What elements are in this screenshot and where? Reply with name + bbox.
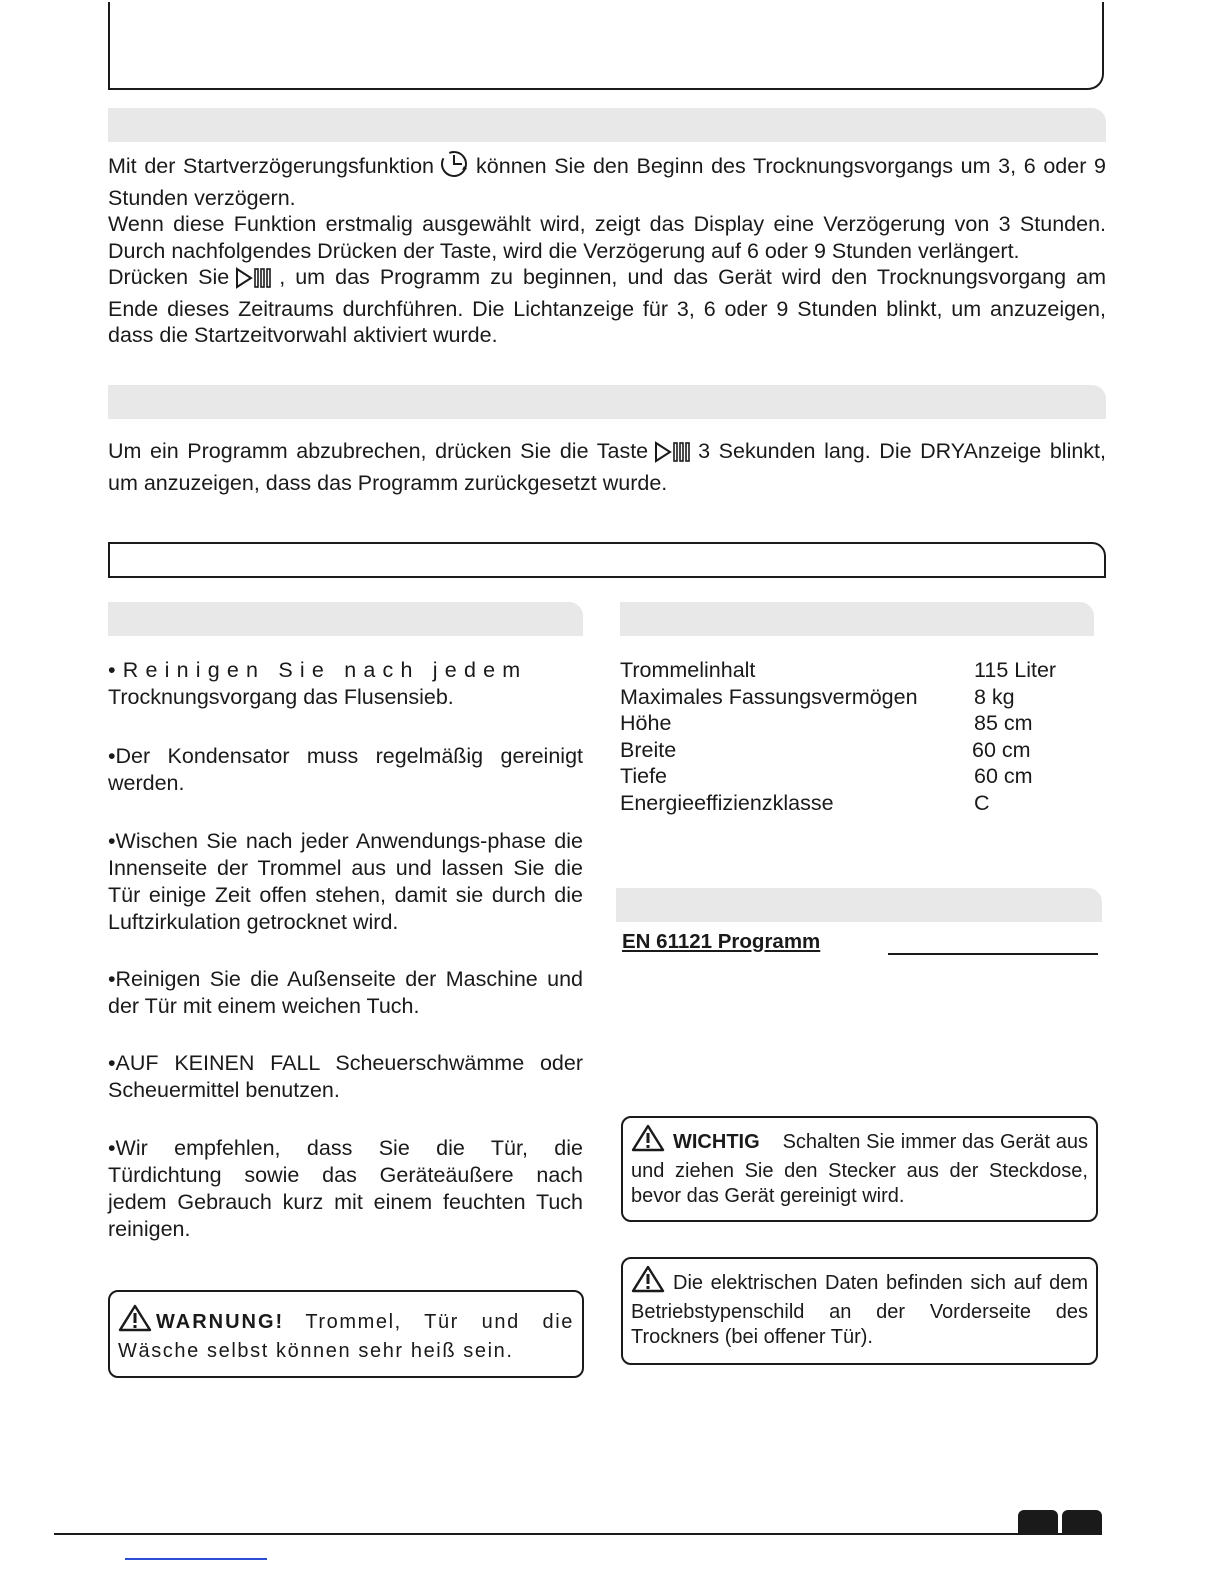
startdelay-p3-before: Drücken Sie bbox=[108, 265, 230, 289]
warning-label: WARNUNG! bbox=[156, 1311, 285, 1333]
spec-row bbox=[620, 790, 1090, 817]
spec-row bbox=[620, 737, 1090, 764]
warning-triangle-icon bbox=[631, 1265, 665, 1300]
spec-row bbox=[620, 657, 1090, 684]
warning-box bbox=[108, 1290, 584, 1378]
important-label: WICHTIG bbox=[673, 1131, 760, 1153]
spec-value: 8 kg bbox=[974, 684, 1015, 709]
section-title-frame-2 bbox=[108, 542, 1106, 578]
important-text: Schalten Sie immer das Gerät aus und ziehen Sie den Stecker aus der Steckdose, bevor das Gerät gereinigt wird. bbox=[631, 1131, 1088, 1207]
spec-value: 115 Liter bbox=[974, 658, 1057, 682]
care-bullet-5: •AUF KEINEN FALL Scheuerschwämme oder Scheuermittel benutzen. bbox=[108, 1051, 583, 1102]
startdelay-p1-after: können Sie den Beginn des Trocknungsvorgangs um 3, 6 oder 9 Stunden verzögern. bbox=[108, 154, 1106, 210]
cancel-p1-after: 3 Sekunden lang. Die DRYAnzeige blinkt, um anzuzeigen, dass das Programm zurückgesetzt wurde. bbox=[108, 439, 1106, 495]
startdelay-p3-after: , um das Programm zu beginnen, und das Gerät wird den Trocknungsvorgang am Ende dieses Zeitraums durchführen. Die Lichtanzeige für 3, 6 oder 9 Stunden blinkt, um anzuzeigen, dass die Startzeitvorwahl aktiviert wurde. bbox=[108, 265, 1107, 347]
page-number-tab-right bbox=[1062, 1510, 1102, 1534]
warning-text: Trommel, Tür und die Wäsche selbst können sehr heiß sein. bbox=[118, 1311, 574, 1362]
section-bar-care bbox=[108, 602, 583, 636]
spec-row bbox=[620, 763, 1090, 790]
section-bar-program bbox=[616, 888, 1102, 922]
footer-link-line bbox=[125, 1558, 267, 1560]
specs-table bbox=[620, 657, 1090, 816]
program-rule bbox=[888, 953, 1098, 955]
spec-value: 60 cm bbox=[972, 737, 1031, 762]
spec-value: 60 cm bbox=[974, 764, 1033, 788]
en-program-heading: EN 61121 Programm bbox=[622, 930, 821, 953]
start-pause-icon bbox=[235, 267, 273, 296]
care-bullet-6: •Wir empfehlen, dass Sie die Tür, die Türdichtung sowie das Geräteäußere nach jedem Gebrauch kurz mit einem feuchten Tuch reinigen. bbox=[108, 1136, 583, 1241]
section-bar-startdelay bbox=[108, 108, 1106, 142]
startdelay-p2: Wenn diese Funktion erstmalig ausgewählt wird, zeigt das Display eine Verzögerung von 3 Stunden. Durch nachfolgendes Drücken der Taste, wird die Verzögerung auf 6 oder 9 Stunden verlängert. bbox=[108, 212, 1106, 263]
care-column bbox=[108, 657, 583, 711]
spec-label: Tiefe bbox=[620, 764, 667, 788]
care-bullet-3: •Wischen Sie nach jeder Anwendungs-phase die Innenseite der Trommel aus und lassen Sie die Tür einige Zeit offen stehen, damit sie durch die Luftzirkulation getrocknet wird. bbox=[108, 829, 583, 934]
electrical-box bbox=[621, 1257, 1098, 1365]
section-bar-cancel bbox=[108, 385, 1106, 419]
footer-rule bbox=[54, 1533, 1102, 1535]
care-bullet-1-line2: Trocknungsvorgang das Flusensieb. bbox=[108, 685, 454, 709]
spec-label: Trommelinhalt bbox=[620, 658, 756, 682]
section-bar-specs bbox=[620, 602, 1094, 636]
cancel-p1-before: Um ein Programm abzubrechen, drücken Sie die Taste bbox=[108, 439, 649, 463]
startdelay-text bbox=[108, 150, 1106, 349]
delay-clock-icon bbox=[440, 150, 470, 185]
spec-label: Breite bbox=[620, 737, 677, 762]
warning-triangle-icon bbox=[118, 1304, 152, 1339]
warning-triangle-icon bbox=[631, 1124, 665, 1159]
spec-label: Höhe bbox=[620, 711, 672, 735]
spec-row bbox=[620, 684, 1090, 711]
care-bullet-4: •Reinigen Sie die Außenseite der Maschine und der Tür mit einem weichen Tuch. bbox=[108, 967, 583, 1018]
spec-value: C bbox=[974, 790, 990, 815]
electrical-text: Die elektrischen Daten befinden sich auf dem Betriebstypenschild an der Vorderseite des Trockners (bei offener Tür). bbox=[631, 1272, 1088, 1348]
important-box bbox=[621, 1116, 1098, 1222]
startdelay-p1-before: Mit der Startverzögerungsfunktion bbox=[108, 154, 435, 178]
start-pause-icon-2 bbox=[654, 441, 692, 470]
care-bullet-1-line1: •Reinigen Sie nach jedem bbox=[108, 658, 528, 682]
spec-label: Maximales Fassungsvermögen bbox=[620, 684, 918, 709]
spec-label: Energieeffizienzklasse bbox=[620, 790, 834, 815]
spec-row bbox=[620, 710, 1090, 737]
spec-value: 85 cm bbox=[974, 711, 1033, 735]
care-bullet-2: •Der Kondensator muss regelmäßig gereinigt werden. bbox=[108, 744, 583, 795]
page-number-tab-left bbox=[1018, 1510, 1058, 1534]
cancel-text bbox=[108, 438, 1106, 496]
section-title-frame bbox=[108, 2, 1104, 90]
